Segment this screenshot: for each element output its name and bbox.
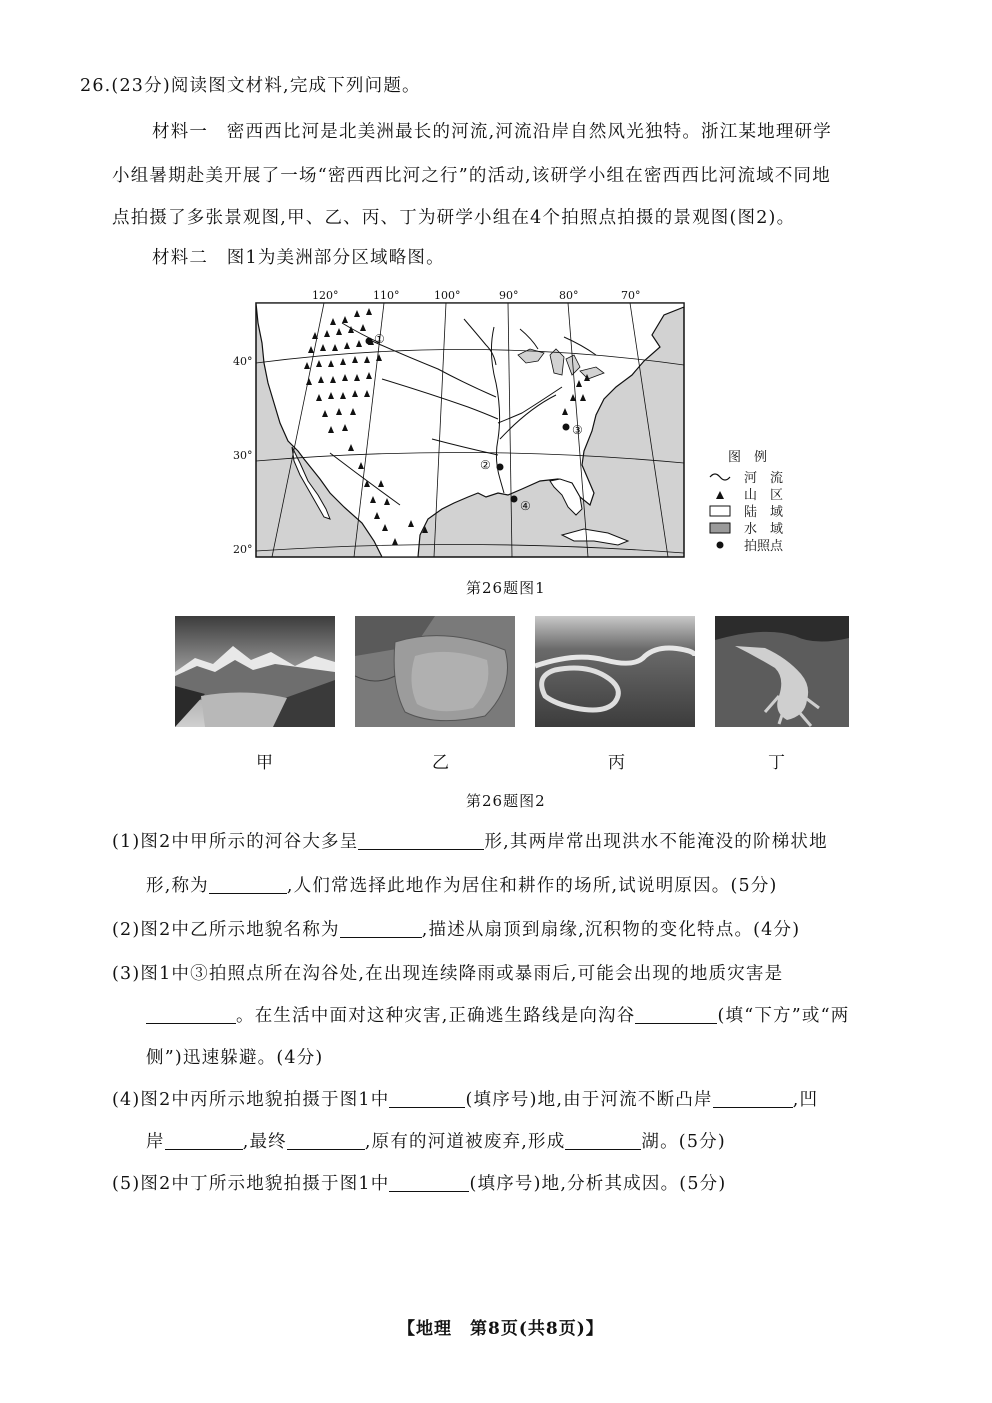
q4-blank-4[interactable] (287, 1131, 365, 1150)
material2-line: 材料二 图1为美洲部分区域略图。 (152, 248, 445, 268)
legend-land: 陆 域 (744, 505, 784, 520)
photo-label-yi: 乙 (432, 753, 449, 773)
q4-blank-1[interactable] (389, 1089, 465, 1108)
photo-jia (175, 616, 335, 727)
q3-line3: 侧”)迅速躲避。(4分) (146, 1048, 324, 1068)
photo-label-bing: 丙 (608, 753, 625, 773)
q1-line1: (1)图2中甲所示的河谷大多呈 形,其两岸常出现洪水不能淹没的阶梯状地 (112, 832, 828, 852)
material1-line2: 小组暑期赴美开展了一场“密西西比河之行”的活动,该研学小组在密西西比河流域不同地 (112, 166, 831, 186)
q1-blank-1[interactable] (358, 831, 484, 850)
q2-line1: (2)图2中乙所示地貌名称为 ,描述从扇顶到扇缘,沉积物的变化特点。(4分) (112, 920, 801, 940)
map-point-2: ② (480, 458, 491, 472)
lon-label-100: 100° (434, 289, 461, 302)
q4-line2: 岸 ,最终 ,原有的河道被废弃,形成 湖。(5分) (146, 1132, 726, 1152)
material1-line1: 材料一 密西西比河是北美洲最长的河流,河流沿岸自然风光独特。浙江某地理研学 (152, 122, 832, 142)
photo-bing (535, 616, 695, 727)
water-legend-icon (710, 523, 730, 533)
lon-label-120: 120° (312, 289, 339, 302)
map-point-1: ① (374, 332, 385, 346)
q5-blank[interactable] (389, 1173, 469, 1192)
q4-blank-5[interactable] (565, 1131, 641, 1150)
lon-label-90: 90° (499, 289, 519, 302)
photo-point-legend-icon (717, 542, 724, 549)
page-footer: 【地理 第8页(共8页)】 (398, 1319, 604, 1339)
lat-label-40: 40° (233, 355, 253, 368)
q4-line1: (4)图2中丙所示地貌拍摄于图1中 (填序号)地,由于河流不断凸岸 ,凹 (112, 1090, 819, 1110)
mountain-legend-icon (716, 491, 724, 499)
river-legend-icon (710, 474, 730, 480)
legend-river: 河 流 (744, 471, 784, 486)
q4-blank-3[interactable] (165, 1131, 243, 1150)
lon-label-110: 110° (373, 289, 400, 302)
q3-line2: 。在生活中面对这种灾害,正确逃生路线是向沟谷 (填“下方”或“两 (146, 1002, 849, 1027)
land-legend-icon (710, 506, 730, 516)
material1-line3: 点拍摄了多张景观图,甲、乙、丙、丁为研学小组在4个拍照点拍摄的景观图(图2)。 (112, 208, 796, 228)
photo-ding (715, 616, 849, 727)
map-point-3: ③ (572, 423, 583, 437)
legend-mountain: 山 区 (744, 488, 784, 503)
map-legend (710, 450, 784, 554)
legend-water: 水 域 (744, 522, 784, 537)
photo-label-ding: 丁 (768, 753, 785, 773)
q1-line2: 形,称为 ,人们常选择此地作为居住和耕作的场所,试说明原因。(5分) (146, 876, 778, 896)
legend-photo-point: 拍照点 (744, 539, 784, 554)
map-figure (232, 283, 792, 573)
figure1-caption: 第26题图1 (466, 579, 546, 597)
lat-label-20: 20° (233, 543, 253, 556)
figure2-caption: 第26题图2 (466, 792, 546, 810)
lon-label-70: 70° (621, 289, 641, 302)
q3-blank-2[interactable] (635, 1005, 717, 1024)
photo-yi (355, 616, 515, 727)
q5-line1: (5)图2中丁所示地貌拍摄于图1中 (填序号)地,分析其成因。(5分) (112, 1174, 727, 1194)
legend-title: 图 例 (728, 450, 768, 465)
lon-label-80: 80° (559, 289, 579, 302)
q4-blank-2[interactable] (713, 1089, 793, 1108)
q3-line1: (3)图1中③拍照点所在沟谷处,在出现连续降雨或暴雨后,可能会出现的地质灾害是 (112, 964, 784, 984)
photo-label-jia: 甲 (256, 753, 273, 773)
lat-label-30: 30° (233, 449, 253, 462)
question-header: 26.(23分)阅读图文材料,完成下列问题。 (80, 76, 421, 96)
q3-blank-1[interactable] (146, 1005, 236, 1024)
map-point-4: ④ (520, 499, 531, 513)
q2-blank[interactable] (340, 919, 422, 938)
q1-blank-2[interactable] (209, 875, 287, 894)
